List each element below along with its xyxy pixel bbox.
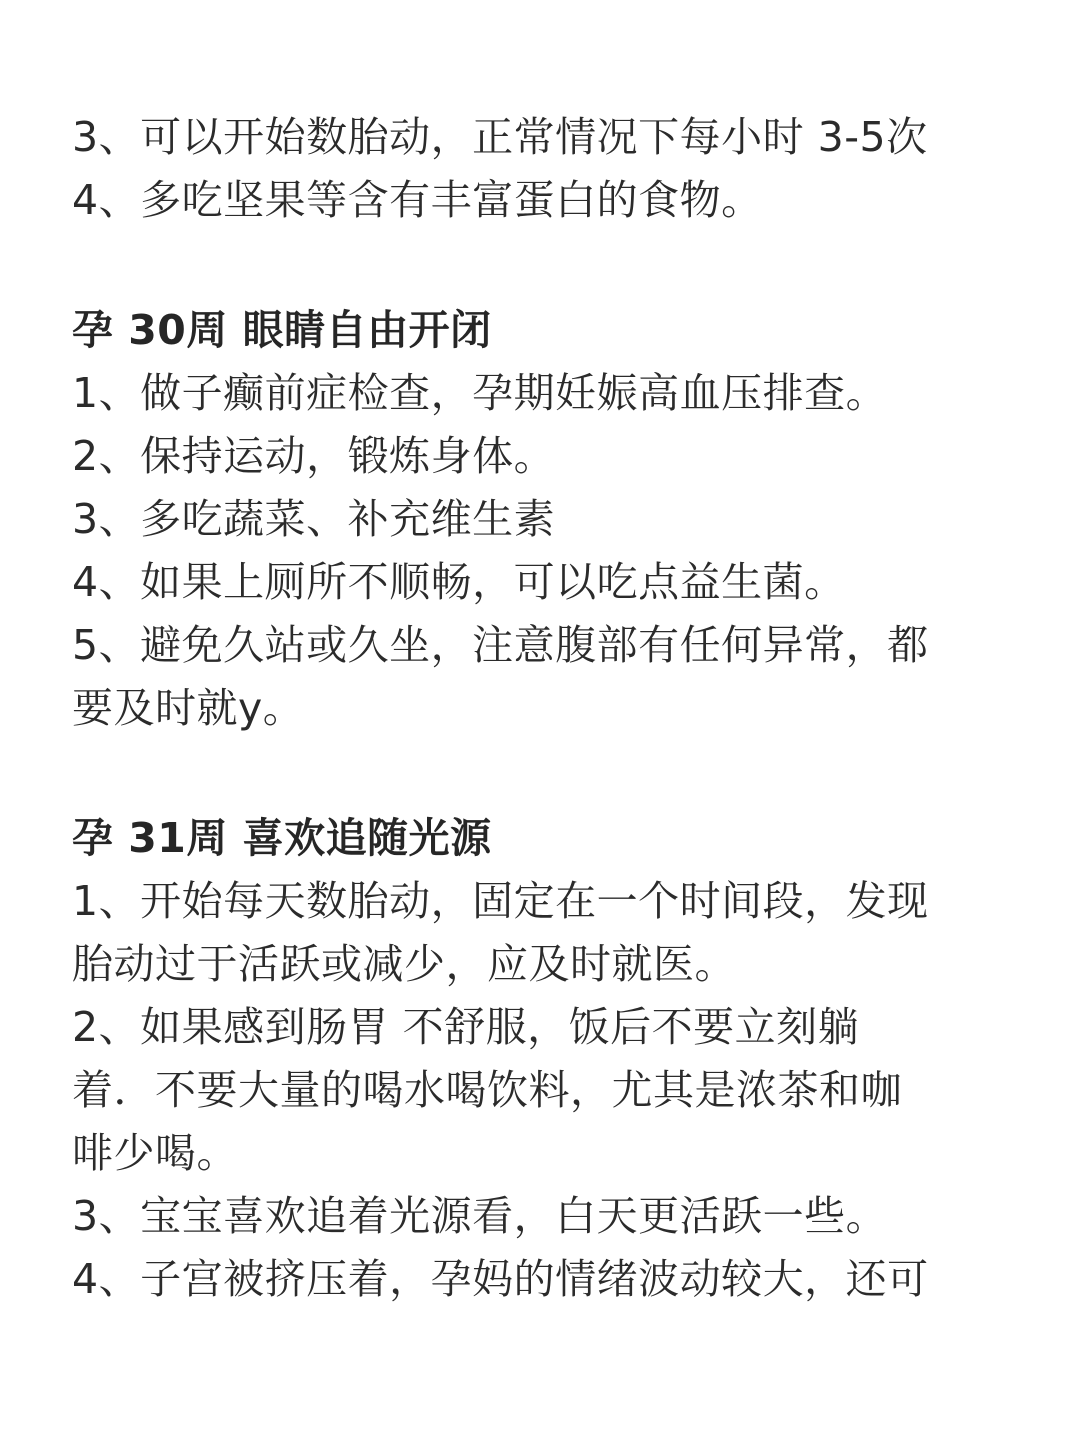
tip-line: 3、可以开始数胎动，正常情况下每小时 3-5次	[72, 113, 928, 161]
tip-line: 4、如果上厕所不顺畅，可以吃点益生菌。	[72, 558, 846, 606]
section-spacer	[72, 232, 1008, 299]
tip-line: 4、子宫被挤压着，孕妈的情绪波动较大，还可	[72, 1255, 929, 1303]
tip-line: 要及时就y。	[72, 684, 305, 732]
tip-line: 2、如果感到肠胃 不舒服，饭后不要立刻躺	[72, 1003, 860, 1051]
tip-line: 5、避免久站或久坐，注意腹部有任何异常，都	[72, 621, 929, 669]
tip-line: 胎动过于活跃或减少，应及时就医。	[72, 940, 736, 988]
section-spacer	[72, 740, 1008, 807]
section-week-31	[72, 807, 1008, 1311]
tip-line: 1、做子癫前症检查，孕期妊娠高血压排查。	[72, 369, 888, 417]
week-31-heading: 孕 31周 喜欢追随光源	[72, 814, 492, 862]
tip-line: 3、宝宝喜欢追着光源看，白天更活跃一些。	[72, 1192, 888, 1240]
section-previous-week	[72, 106, 1008, 232]
week-30-heading: 孕 30周 眼睛自由开闭	[72, 306, 492, 354]
section-week-30	[72, 299, 1008, 740]
tip-line: 3、多吃蔬菜、补充维生素	[72, 495, 556, 543]
tip-line: 着．不要大量的喝水喝饮料，尤其是浓茶和咖	[72, 1066, 902, 1114]
tip-line: 2、保持运动，锻炼身体。	[72, 432, 556, 480]
tip-line: 4、多吃坚果等含有丰富蛋白的食物。	[72, 176, 763, 224]
tip-line: 啡少喝。	[72, 1129, 238, 1177]
tip-line: 1、开始每天数胎动，固定在一个时间段，发现	[72, 877, 929, 925]
